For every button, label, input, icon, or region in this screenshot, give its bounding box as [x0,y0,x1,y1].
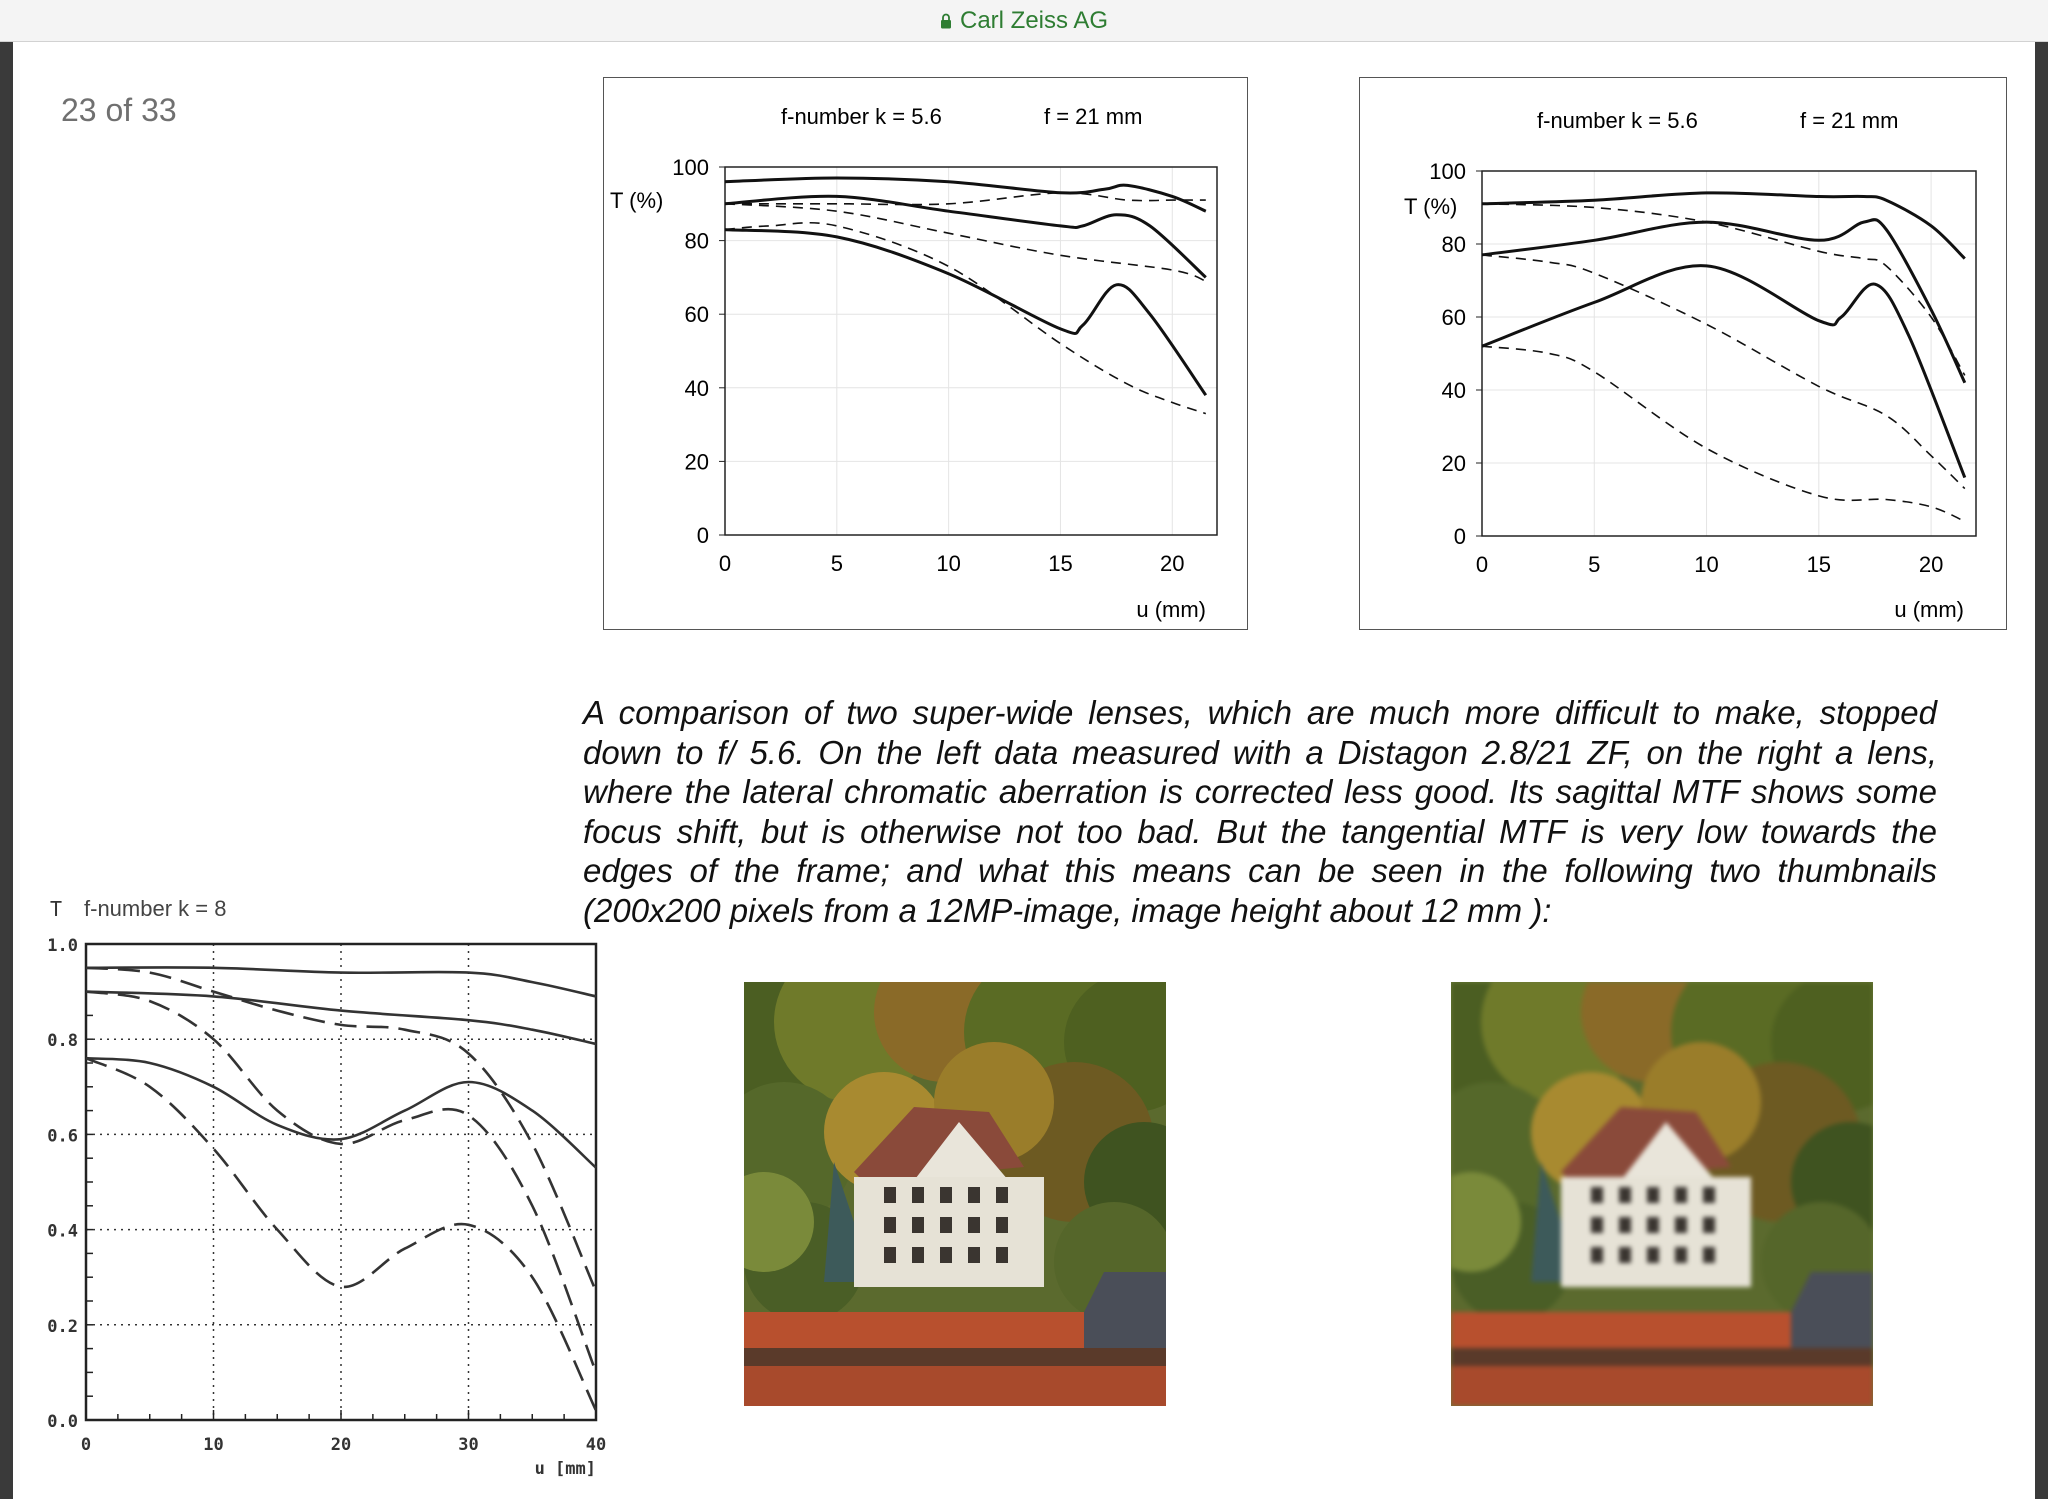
chart-canvas [604,78,1249,631]
x-tick-label: 15 [1048,551,1073,576]
house-window [1647,1187,1659,1203]
chart-title: f-number k = 8 [84,896,227,921]
x-tick-label: 0 [80,1435,92,1455]
series-line-1 [86,967,596,996]
wall-shadow [1451,1348,1873,1366]
house-window [968,1247,980,1263]
y-tick-label: 60 [1441,305,1466,330]
house-window [884,1187,896,1203]
y-tick-label: 1.0 [47,936,78,956]
series-line-6 [1482,346,1965,521]
y-tick-label: 0 [696,523,709,548]
house-window [1675,1217,1687,1233]
y-tick-label: 0.0 [47,1412,78,1432]
house-window [1591,1187,1603,1203]
x-axis-label: u [mm] [534,1459,596,1479]
series-line-4 [1482,266,1965,478]
lower-roofs [744,1366,1166,1406]
house-window [1647,1217,1659,1233]
house-window [1619,1247,1631,1263]
house-window [968,1187,980,1203]
house-window [884,1217,896,1233]
series-line-5 [1482,255,1965,489]
house-window [912,1187,924,1203]
thumbnail-other-lens [1451,982,1873,1406]
house-window [1703,1187,1715,1203]
y-axis-label: T (%) [610,188,664,213]
page-indicator: 23 of 33 [61,92,177,128]
x-tick-label: 20 [1918,552,1944,577]
y-tick-label: 0.2 [47,1316,78,1337]
house-window [1619,1187,1631,1203]
browser-address-bar[interactable] [0,0,2048,42]
x-tick-label: 0 [1475,552,1489,577]
house-window [1591,1217,1603,1233]
house-window [1703,1247,1715,1263]
y-tick-label: 0 [1453,524,1466,549]
x-tick-label: 15 [1806,552,1832,577]
house-window [1591,1247,1603,1263]
house-window [1647,1247,1659,1263]
mtf-chart-other-lens [1359,77,2007,630]
house-window [996,1187,1008,1203]
x-tick-label: 20 [1160,551,1185,576]
house-window [996,1247,1008,1263]
house-window [1703,1217,1715,1233]
series-line-3 [1482,204,1965,376]
house-window [912,1247,924,1263]
x-tick-label: 10 [203,1435,224,1455]
chart-title-focal: f = 21 mm [1044,104,1143,129]
mtf-chart-k8 [40,890,630,1490]
y-tick-label: 40 [684,375,709,401]
house-window [1619,1217,1631,1233]
house-window [940,1247,952,1263]
house-window [912,1217,924,1233]
x-tick-label: 30 [458,1435,479,1455]
house-window [940,1217,952,1233]
chart-title-fnumber: f-number k = 5.6 [781,104,942,129]
y-tick-label: 20 [684,449,709,475]
series-line-1 [725,178,1206,211]
x-tick-label: 40 [585,1435,607,1455]
x-tick-label: 10 [1694,552,1719,577]
y-tick-label: 20 [1441,451,1466,476]
thumbnail-distagon [744,982,1166,1406]
mtf-chart-distagon [603,77,1248,630]
x-tick-label: 10 [936,551,961,576]
chart-canvas [1360,78,2008,631]
y-axis-label: T (%) [1404,194,1458,219]
site-name: Carl Zeiss AG [959,6,1109,34]
y-tick-label: 80 [684,228,709,254]
site-identity [940,7,1108,35]
y-axis-label: T [50,897,63,921]
series-line-4 [725,204,1206,281]
x-tick-label: 20 [330,1435,352,1455]
series-line-6 [725,223,1206,414]
x-axis-label: u (mm) [1136,597,1206,622]
chart-canvas [40,890,630,1490]
y-tick-label: 40 [1441,378,1466,403]
x-axis-label: u (mm) [1894,597,1964,622]
series-line-5 [725,230,1206,396]
house-window [968,1217,980,1233]
y-tick-label: 100 [1429,159,1466,184]
lower-roofs [1451,1366,1873,1406]
house-window [940,1187,952,1203]
series-line-3 [86,968,596,1292]
lock-icon [940,13,952,29]
house-window [1675,1247,1687,1263]
x-tick-label: 5 [1588,552,1601,577]
y-tick-label: 0.8 [47,1031,78,1052]
y-tick-label: 100 [672,155,709,180]
house-photo-blurred-icon [1451,982,1873,1406]
y-tick-label: 60 [684,302,709,328]
house-window [884,1247,896,1263]
plot-frame [1482,171,1976,536]
caption-text: A comparison of two super-wide lenses, which are much more difficult to make, stopped down to f/ 5.6. On the left data measured with a Distagon 2.8/21 ZF, on the right a lens, where the lateral chromatic aberration is corrected less good. Its sagittal MTF shows some focus shift, but is otherwise not too bad. But the tangential MTF is very low towards the edges of the frame; and what this means can be seen in the following two thumbnails (200x200 pixels from a 12MP-image, image height about 12 mm ): [583,694,1937,929]
chart-title-focal: f = 21 mm [1800,108,1899,133]
left-edge-bar [0,42,13,1499]
x-tick-label: 0 [718,551,732,576]
x-tick-label: 5 [830,551,843,576]
house-window [1675,1187,1687,1203]
chart-title-fnumber: f-number k = 5.6 [1537,108,1698,133]
house-window [996,1217,1008,1233]
y-tick-label: 0.6 [47,1126,78,1147]
wall-shadow [744,1348,1166,1366]
y-tick-label: 80 [1441,232,1466,257]
house-photo-icon [744,982,1166,1406]
right-edge-bar [2035,42,2048,1499]
y-tick-label: 0.4 [47,1221,78,1242]
